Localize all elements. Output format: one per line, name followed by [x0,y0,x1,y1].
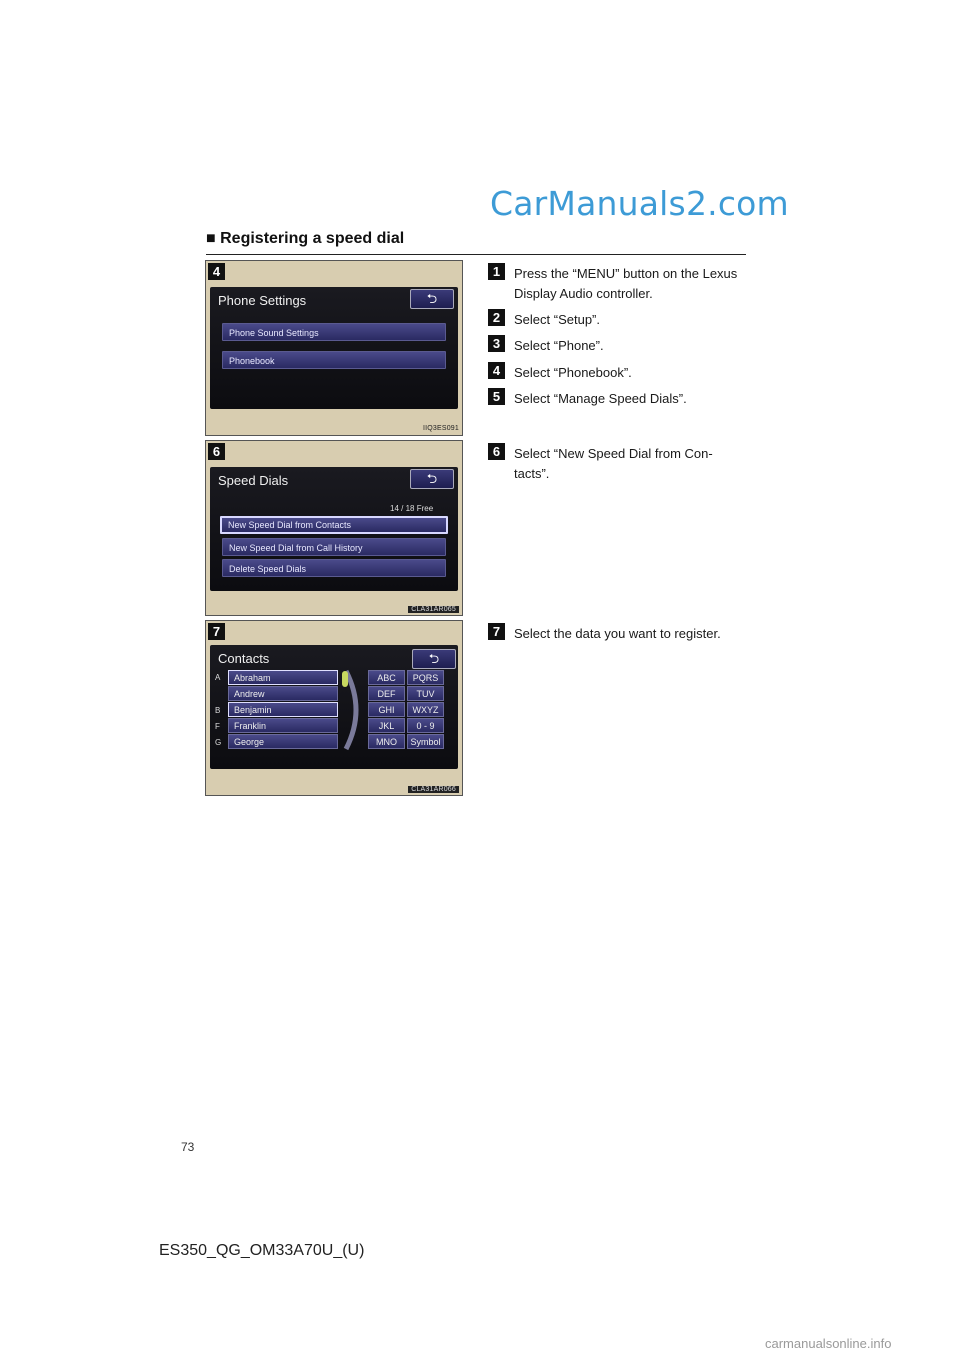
screenshot-phone-settings [205,260,463,436]
index-letter-a[interactable]: A [215,673,221,682]
step-number: 6 [488,443,505,460]
key-0-9[interactable]: 0 - 9 [407,718,444,733]
image-code: CLA31AR065 [408,606,459,613]
display-screen [210,467,458,591]
screen-title: Phone Settings [218,293,307,308]
contact-george[interactable]: George [228,734,338,749]
contact-abraham[interactable]: Abraham [228,670,338,685]
contact-franklin[interactable]: Franklin [228,718,338,733]
step-number: 1 [488,263,505,280]
new-speed-dial-call-history-button[interactable]: New Speed Dial from Call History [222,538,446,556]
key-pqrs[interactable]: PQRS [407,670,444,685]
contact-andrew[interactable]: Andrew [228,686,338,701]
watermark-bottom: carmanualsonline.info [765,1336,892,1351]
key-mno[interactable]: MNO [368,734,405,749]
section-marker: ■ [206,230,216,247]
step-text: Press the “MENU” button on the Lexus Display Audio controller. [514,266,738,301]
back-button[interactable]: ⮌ [412,649,456,669]
step-number: 7 [488,623,505,640]
step-text: Select “Phonebook”. [514,365,632,380]
step-badge: 7 [208,623,225,640]
display-screen [210,287,458,409]
key-tuv[interactable]: TUV [407,686,444,701]
screenshot-contacts [205,620,463,796]
back-button[interactable]: ⮌ [410,469,454,489]
key-def[interactable]: DEF [368,686,405,701]
step-text: Select “Setup”. [514,312,600,327]
section-rule [206,254,746,255]
section-title [206,230,404,248]
step-number: 3 [488,335,505,352]
phonebook-button[interactable]: Phonebook [222,351,446,369]
scroll-thumb[interactable] [342,671,348,687]
key-wxyz[interactable]: WXYZ [407,702,444,717]
watermark-logo-top: CarManuals2.com [490,184,789,223]
step-text: Select “Phone”. [514,338,604,353]
index-letter-f[interactable]: F [215,722,220,731]
contact-benjamin[interactable]: Benjamin [228,702,338,717]
phone-sound-settings-button[interactable]: Phone Sound Settings [222,323,446,341]
step-badge: 4 [208,263,225,280]
step-text: Select “New Speed Dial from Con-tacts”. [514,446,713,481]
step-number: 5 [488,388,505,405]
step-text: Select the data you want to register. [514,626,721,641]
image-code: IIQ3ES091 [422,425,459,432]
display-screen [210,645,458,769]
key-ghi[interactable]: GHI [368,702,405,717]
key-jkl[interactable]: JKL [368,718,405,733]
new-speed-dial-contacts-button[interactable]: New Speed Dial from Contacts [220,516,448,534]
screen-title: Contacts [218,651,270,666]
back-button[interactable]: ⮌ [410,289,454,309]
page-number: 73 [181,1140,195,1154]
document-code: ES350_QG_OM33A70U_(U) [159,1242,365,1259]
key-abc[interactable]: ABC [368,670,405,685]
step-number: 4 [488,362,505,379]
key-symbol[interactable]: Symbol [407,734,444,749]
index-letter-b[interactable]: B [215,706,221,715]
free-count: 14 / 18 Free [390,504,434,513]
screenshot-speed-dials [205,440,463,616]
screen-title: Speed Dials [218,473,289,488]
section-title-text: Registering a speed dial [220,230,405,247]
index-letter-g[interactable]: G [215,738,222,747]
scroll-wheel[interactable] [340,667,368,753]
step-number: 2 [488,309,505,326]
delete-speed-dials-button[interactable]: Delete Speed Dials [222,559,446,577]
step-badge: 6 [208,443,225,460]
image-code: CLA31AR066 [408,786,459,793]
step-text: Select “Manage Speed Dials”. [514,391,687,406]
